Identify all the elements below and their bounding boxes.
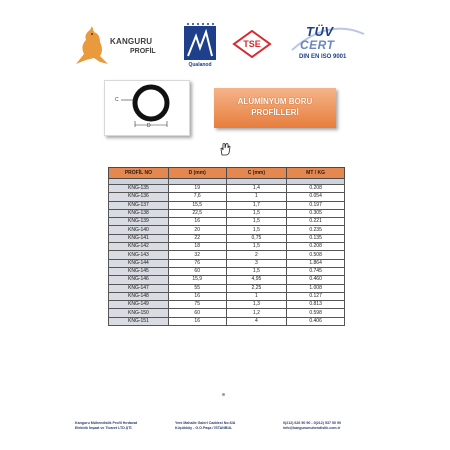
cell-d-mm: 7,6: [168, 193, 226, 201]
table-row: [109, 234, 345, 242]
cell-c-mm: 2: [226, 251, 287, 259]
cell-d-mm: 16: [168, 218, 226, 226]
cell-profile-no: KNG-138: [109, 209, 169, 217]
table-row: [109, 267, 345, 275]
cell-profile-no: KNG-143: [109, 251, 169, 259]
cell-c-mm: 1,5: [226, 218, 287, 226]
cell-c-mm: 1,4: [226, 185, 287, 193]
header-d-mm: D (mm): [168, 168, 226, 179]
cell-profile-no: KNG-139: [109, 218, 169, 226]
profile-spec-table: [108, 167, 345, 326]
kanguru-logo: [70, 24, 170, 68]
cell-mt-kg: 0.305: [287, 209, 345, 217]
cell-c-mm: 4,95: [226, 276, 287, 284]
table-header-row: [109, 168, 345, 179]
cell-mt-kg: 0.235: [287, 226, 345, 234]
cell-d-mm: 22: [168, 234, 226, 242]
cell-mt-kg: 0.406: [287, 317, 345, 325]
title-line1: ALÜMİNYUM BORU: [237, 97, 313, 106]
cell-d-mm: 60: [168, 309, 226, 317]
tuv-line1: TÜV: [306, 24, 334, 39]
cell-mt-kg: 0.135: [287, 234, 345, 242]
cell-profile-no: KNG-142: [109, 243, 169, 251]
cell-c-mm: 1: [226, 292, 287, 300]
cell-d-mm: 18: [168, 243, 226, 251]
qualanod-label: Qualanod: [188, 62, 212, 68]
cell-profile-no: KNG-136: [109, 193, 169, 201]
cell-c-mm: 1,5: [226, 267, 287, 275]
header-profile-no: PROFİL NO: [109, 168, 169, 179]
cell-d-mm: 16: [168, 317, 226, 325]
table-row: [109, 259, 345, 267]
cell-mt-kg: 0.221: [287, 218, 345, 226]
cell-d-mm: 55: [168, 284, 226, 292]
qualanod-emblem-icon: [178, 22, 222, 62]
cell-mt-kg: 0.598: [287, 309, 345, 317]
kanguru-brand-line2: PROFİL: [130, 48, 156, 55]
cell-c-mm: 4: [226, 317, 287, 325]
table-row: [109, 226, 345, 234]
header-c-mm: C (mm): [226, 168, 287, 179]
footer-address-line1: Yeni Mahalle Galeri Caddesi No:6/A: [175, 421, 236, 425]
footer-address-line2: Küçükköy - G.O.Paşa / İSTANBUL: [175, 425, 233, 430]
cell-c-mm: 1: [226, 193, 287, 201]
kanguru-brand-line1: KANGURU: [110, 37, 153, 46]
cell-d-mm: 75: [168, 301, 226, 309]
tuv-line2: CERT: [300, 38, 335, 52]
kangaroo-icon: [70, 24, 114, 68]
tuv-line3: DIN EN ISO 9001: [299, 54, 347, 60]
footer-address: [175, 421, 270, 430]
cell-d-mm: 76: [168, 259, 226, 267]
cell-mt-kg: 1.864: [287, 259, 345, 267]
cell-c-mm: 1,5: [226, 243, 287, 251]
table-row: [109, 251, 345, 259]
table-row: [109, 209, 345, 217]
cell-c-mm: 1,5: [226, 209, 287, 217]
table-row: [109, 193, 345, 201]
cell-d-mm: 15,5: [168, 201, 226, 209]
cell-d-mm: 60: [168, 267, 226, 275]
cell-profile-no: KNG-149: [109, 301, 169, 309]
table-row: [109, 201, 345, 209]
tse-mark-icon: [232, 30, 272, 58]
footer-company-line2: Elektrik İnşaat ve Ticaret LTD.ŞTİ.: [75, 425, 133, 430]
svg-text:TSE: TSE: [243, 39, 261, 49]
cell-c-mm: 3: [226, 259, 287, 267]
cell-mt-kg: 0.745: [287, 267, 345, 275]
cell-profile-no: KNG-140: [109, 226, 169, 234]
cell-mt-kg: 0.208: [287, 243, 345, 251]
page-dot: [222, 393, 225, 396]
cell-profile-no: KNG-144: [109, 259, 169, 267]
table-row: [109, 317, 345, 325]
footer-phone: 0(212) 626 50 90 - 0(212) 537 50 90: [283, 421, 341, 425]
cell-c-mm: 1,3: [226, 301, 287, 309]
cell-profile-no: KNG-137: [109, 201, 169, 209]
profile-drawing: [104, 80, 190, 136]
cell-mt-kg: 0.508: [287, 251, 345, 259]
cell-profile-no: KNG-148: [109, 292, 169, 300]
cell-profile-no: KNG-146: [109, 276, 169, 284]
header-mt-kg: MT / KG: [287, 168, 345, 179]
cell-c-mm: 2,25: [226, 284, 287, 292]
footer-contact: [283, 421, 373, 430]
cell-mt-kg: 0.127: [287, 292, 345, 300]
cell-d-mm: 16: [168, 292, 226, 300]
cell-profile-no: KNG-151: [109, 317, 169, 325]
cell-c-mm: 1,2: [226, 309, 287, 317]
table-row: [109, 243, 345, 251]
cell-profile-no: KNG-141: [109, 234, 169, 242]
cell-mt-kg: 1.008: [287, 284, 345, 292]
cell-mt-kg: 0.197: [287, 201, 345, 209]
cell-d-mm: 15,9: [168, 276, 226, 284]
table-row: [109, 185, 345, 193]
table-body: [109, 179, 345, 326]
table-row: [109, 309, 345, 317]
cell-mt-kg: 0.460: [287, 276, 345, 284]
cell-d-mm: 32: [168, 251, 226, 259]
cell-c-mm: 0,75: [226, 234, 287, 242]
cell-c-mm: 1,7: [226, 201, 287, 209]
dimension-c-label: C: [115, 97, 119, 103]
table-row: [109, 292, 345, 300]
tse-logo: [232, 30, 272, 58]
footer-company: [75, 421, 165, 430]
dimension-d-label: D: [147, 123, 151, 129]
qualanod-logo: [178, 22, 222, 70]
cell-profile-no: KNG-150: [109, 309, 169, 317]
tuv-cert-logo: [288, 24, 368, 64]
table-row: [109, 301, 345, 309]
table-row: [109, 284, 345, 292]
footer-email: info@kangurumuhendislik.com.tr: [283, 425, 341, 430]
hand-cursor-icon: [218, 142, 232, 156]
cell-profile-no: KNG-147: [109, 284, 169, 292]
cell-d-mm: 19: [168, 185, 226, 193]
cell-d-mm: 22,5: [168, 209, 226, 217]
title-banner: [214, 88, 336, 128]
cell-profile-no: KNG-145: [109, 267, 169, 275]
cell-mt-kg: 0.208: [287, 185, 345, 193]
footer-company-line1: Kanguru Mühendislik Profil Hırdavat: [75, 421, 138, 425]
cell-c-mm: 1,5: [226, 226, 287, 234]
cell-mt-kg: 0.813: [287, 301, 345, 309]
table-row: [109, 218, 345, 226]
title-line2: PROFİLLERİ: [251, 108, 299, 117]
cell-mt-kg: 0.054: [287, 193, 345, 201]
cell-d-mm: 20: [168, 226, 226, 234]
table-row: [109, 276, 345, 284]
cell-profile-no: KNG-135: [109, 185, 169, 193]
